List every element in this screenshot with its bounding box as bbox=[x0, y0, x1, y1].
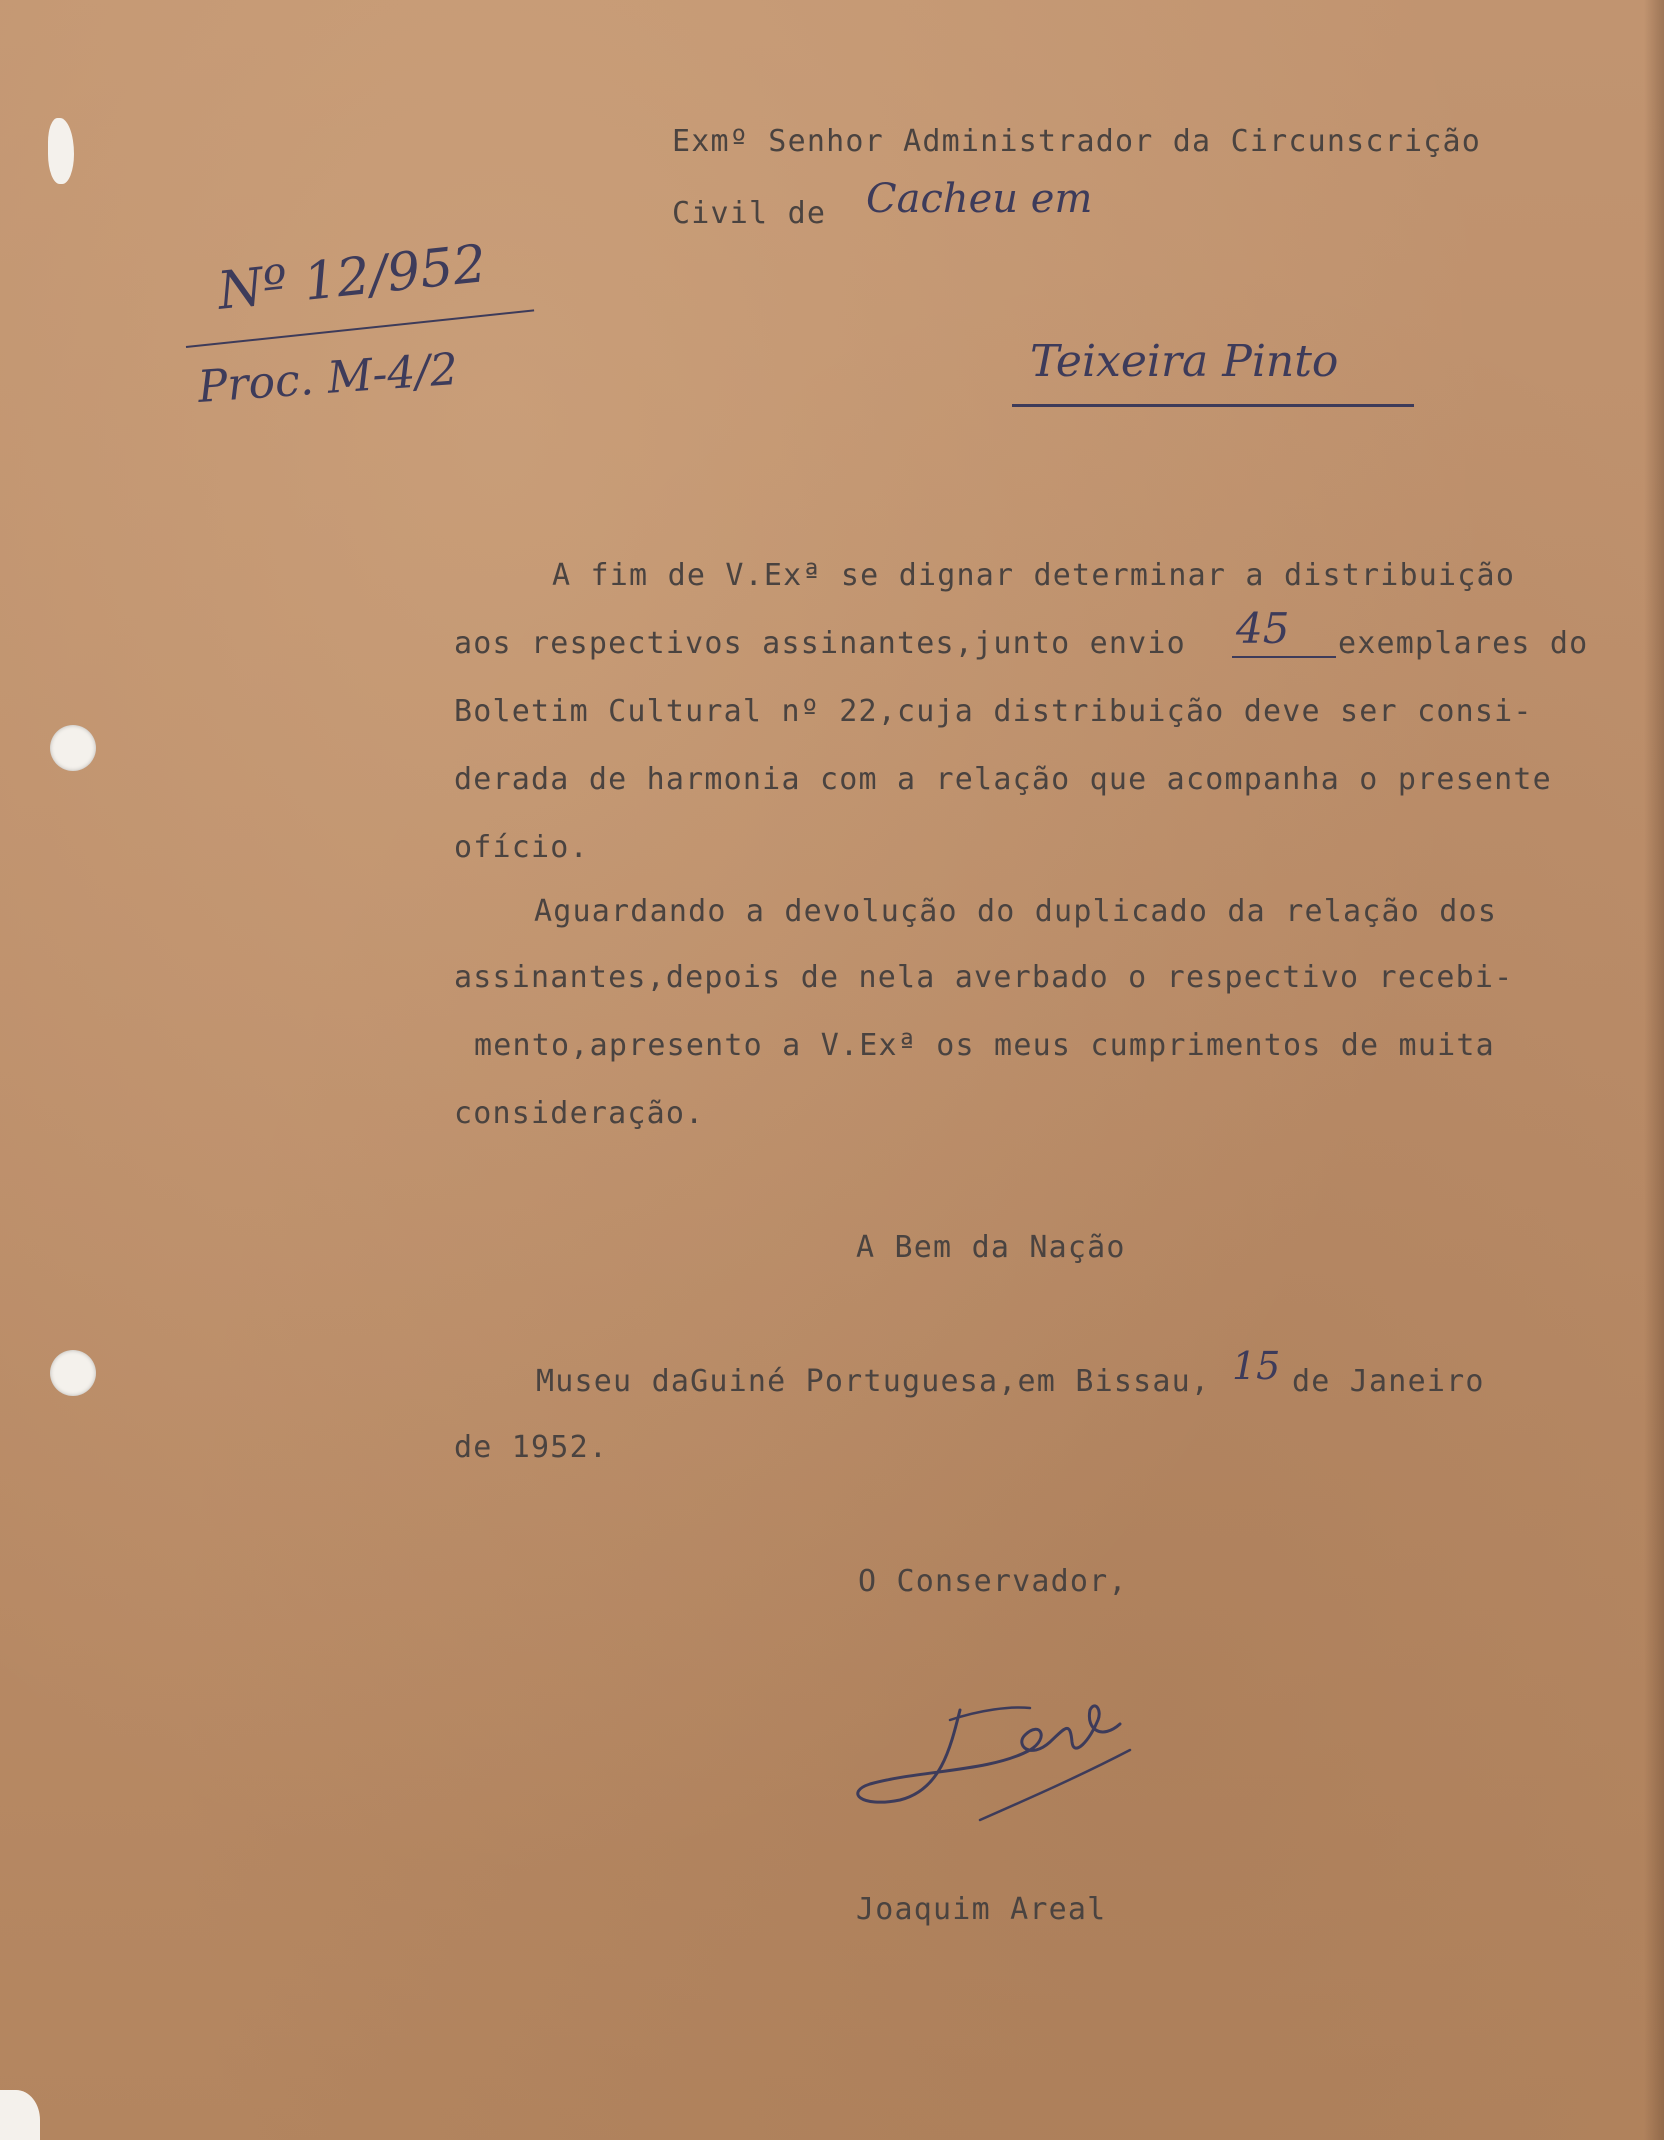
handwritten-signature-top: Teixeira Pinto bbox=[1030, 336, 1339, 387]
body-p1-line5: ofício. bbox=[454, 830, 589, 865]
body-p1-line1: A fim de V.Exª se dignar determinar a distribuição bbox=[552, 558, 1516, 593]
signature-drawing bbox=[840, 1680, 1140, 1830]
body-p1-line4: derada de harmonia com a relação que acompanha o presente bbox=[454, 762, 1552, 797]
body-p2-line1: Aguardando a devolução do duplicado da relação dos bbox=[534, 894, 1498, 929]
addressee-line-2-prefix: Civil de bbox=[672, 196, 827, 231]
paper-tear-bottom-left bbox=[0, 2090, 40, 2140]
body-p1-line2-after: exemplares do bbox=[1338, 626, 1589, 661]
closing-year-line: de 1952. bbox=[454, 1430, 609, 1465]
body-p2-line2: assinantes,depois de nela averbado o respectivo recebi- bbox=[454, 960, 1514, 995]
reference-process: Proc. M-4/2 bbox=[196, 343, 460, 413]
paper-tear-top-left bbox=[48, 118, 74, 184]
closing-title: O Conservador, bbox=[858, 1564, 1128, 1599]
body-p1-handwritten-count: 45 bbox=[1236, 604, 1290, 653]
paper-edge-shadow bbox=[1644, 0, 1664, 2140]
closing-motto: A Bem da Nação bbox=[856, 1230, 1126, 1265]
signature-top-underline bbox=[1012, 404, 1414, 407]
signer-name: Joaquim Areal bbox=[856, 1892, 1107, 1927]
closing-place-before: Museu daGuiné Portuguesa,em Bissau, bbox=[536, 1364, 1211, 1399]
addressee-handwritten-location: Cacheu em bbox=[866, 176, 1093, 222]
body-p2-line4: consideração. bbox=[454, 1096, 705, 1131]
reference-number: Nº 12/952 bbox=[214, 234, 490, 322]
body-p1-line2-before: aos respectivos assinantes,junto envio bbox=[454, 626, 1186, 661]
closing-place-after: de Janeiro bbox=[1292, 1364, 1485, 1399]
count-underline bbox=[1232, 656, 1336, 658]
closing-handwritten-day: 15 bbox=[1232, 1344, 1281, 1388]
body-p1-line3: Boletim Cultural nº 22,cuja distribuição deve ser consi- bbox=[454, 694, 1533, 729]
addressee-line-1: Exmº Senhor Administrador da Circunscrição bbox=[672, 124, 1481, 159]
punch-hole-lower bbox=[50, 1350, 96, 1396]
punch-hole-upper bbox=[50, 725, 96, 771]
body-p2-line3: mento,apresento a V.Exª os meus cumprimentos de muita bbox=[474, 1028, 1495, 1063]
